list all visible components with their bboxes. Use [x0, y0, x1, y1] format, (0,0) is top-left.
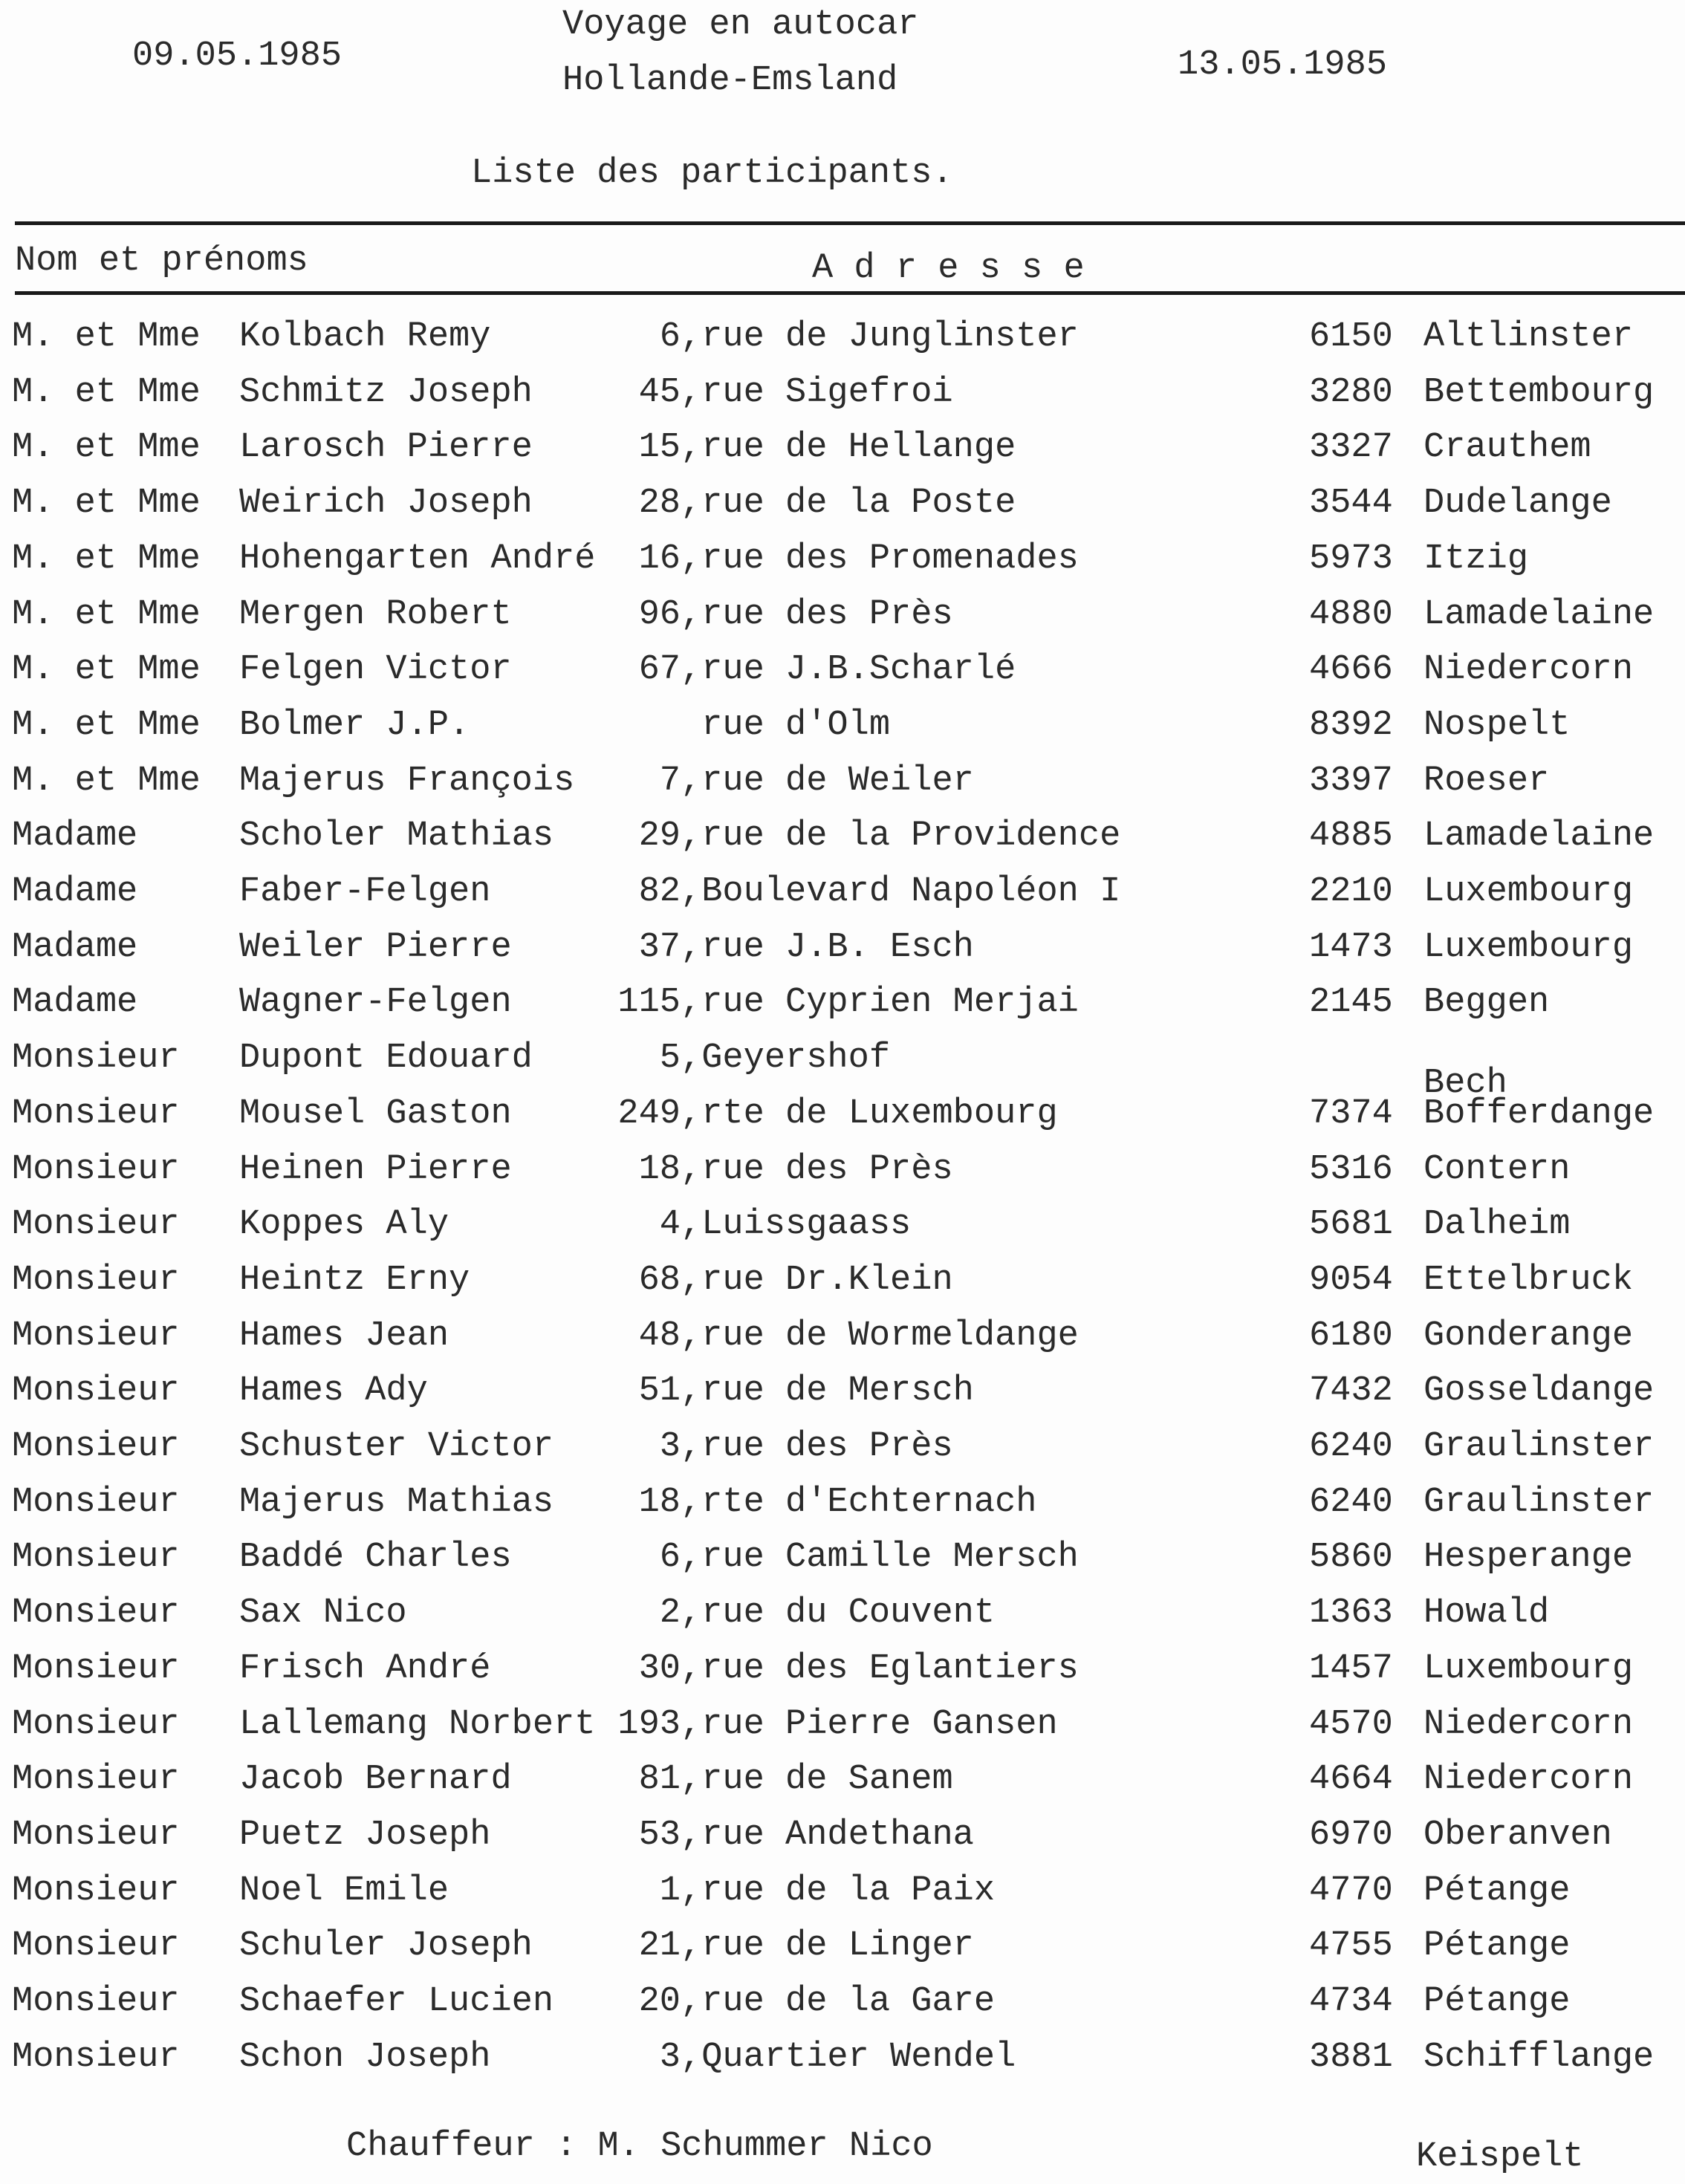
- participant-row: [0, 874, 1685, 919]
- participant-title: Monsieur: [12, 1039, 180, 1079]
- participant-name: Mergen Robert: [239, 594, 512, 634]
- postal-code: 4885: [1309, 816, 1393, 857]
- participant-title: Monsieur: [12, 1704, 180, 1744]
- postal-code: 7374: [1309, 1093, 1393, 1134]
- city: Graulinster: [1423, 1427, 1655, 1466]
- address-street: ,Geyershof: [681, 1039, 891, 1079]
- postal-code: 4734: [1309, 1982, 1393, 2021]
- address-street: ,rue Cyprien Merjai: [681, 983, 1079, 1023]
- city: Graulinster: [1423, 1482, 1655, 1522]
- address-number: 81: [638, 1760, 681, 1800]
- address-number: 51: [638, 1371, 681, 1411]
- address-street: ,rue des Promenades: [681, 539, 1079, 579]
- title-line-1: Voyage en autocar: [562, 5, 919, 45]
- city: Bettembourg: [1423, 372, 1655, 412]
- participant-row: [0, 761, 1685, 808]
- participant-name: Heinen Pierre: [239, 1149, 512, 1189]
- participant-row: [0, 705, 1685, 753]
- participant-row: [0, 1648, 1685, 1696]
- participant-row: [0, 1873, 1685, 1918]
- address-number: 3: [659, 1427, 681, 1466]
- address-number: 28: [638, 484, 681, 524]
- participant-name: Bolmer J.P.: [239, 705, 470, 745]
- participant-title: M. et Mme: [12, 761, 201, 801]
- address-street: ,Luissgaass: [681, 1205, 912, 1245]
- city: Itzig: [1423, 539, 1529, 579]
- address-street: ,rue de Mersch: [681, 1371, 974, 1411]
- participant-row: [0, 1593, 1685, 1640]
- address-number: 18: [638, 1149, 681, 1189]
- participant-name: Weirich Joseph: [239, 484, 533, 524]
- city: Niedercorn: [1423, 1760, 1634, 1800]
- top-rule: [15, 221, 1685, 225]
- postal-code: 1363: [1309, 1593, 1393, 1634]
- postal-code: 4755: [1309, 1926, 1393, 1966]
- participant-row: [0, 2037, 1685, 2084]
- postal-code: 6180: [1309, 1316, 1393, 1356]
- participant-row: [0, 652, 1685, 697]
- postal-code: 3881: [1309, 2037, 1393, 2077]
- participant-title: Monsieur: [12, 1871, 180, 1911]
- participant-name: Hohengarten André: [239, 539, 596, 579]
- address-number: 20: [638, 1982, 681, 2021]
- participant-row: [0, 319, 1685, 364]
- postal-code: 5681: [1309, 1205, 1393, 1245]
- city: Lamadelaine: [1423, 816, 1655, 857]
- city: Luxembourg: [1423, 872, 1634, 911]
- city: Pétange: [1423, 1982, 1571, 2021]
- participant-title: Monsieur: [12, 1482, 180, 1522]
- postal-code: 6240: [1309, 1427, 1393, 1466]
- participant-row: [0, 1482, 1685, 1530]
- participant-row: [0, 1704, 1685, 1752]
- address-street: ,rue des Près: [681, 594, 953, 634]
- city: Niedercorn: [1423, 1704, 1634, 1744]
- participant-name: Schmitz Joseph: [239, 372, 533, 412]
- participant-row: [0, 1371, 1685, 1418]
- address-street: ,rue de la Providence: [681, 816, 1121, 857]
- city: Pétange: [1423, 1926, 1571, 1966]
- address-street: ,Quartier Wendel: [681, 2037, 1016, 2077]
- participant-name: Mousel Gaston: [239, 1093, 512, 1134]
- address-street: ,rue J.B. Esch: [681, 927, 974, 967]
- address-street: ,rue du Couvent: [681, 1593, 996, 1634]
- city: Contern: [1423, 1149, 1571, 1189]
- address-number: 7: [659, 761, 681, 801]
- participant-title: Monsieur: [12, 1982, 180, 2021]
- participant-name: Noel Emile: [239, 1871, 449, 1911]
- address-street: ,rue Dr.Klein: [681, 1260, 953, 1300]
- participant-title: M. et Mme: [12, 428, 201, 468]
- city: Ettelbruck: [1423, 1260, 1634, 1300]
- participant-name: Jacob Bernard: [239, 1760, 512, 1800]
- participant-name: Weiler Pierre: [239, 927, 512, 967]
- address-number: 15: [638, 428, 681, 468]
- address-number: 18: [638, 1482, 681, 1522]
- participant-title: Madame: [12, 816, 138, 857]
- postal-code: 6970: [1309, 1815, 1393, 1855]
- address-street: ,rue Andethana: [681, 1815, 974, 1855]
- participant-name: Majerus François: [239, 761, 575, 801]
- address-number: 82: [638, 872, 681, 911]
- address-number: 249: [617, 1093, 681, 1134]
- participant-name: Scholer Mathias: [239, 816, 554, 857]
- participant-name: Majerus Mathias: [239, 1482, 554, 1522]
- participant-title: M. et Mme: [12, 650, 201, 690]
- postal-code: 4570: [1309, 1704, 1393, 1744]
- participant-title: Monsieur: [12, 1648, 180, 1689]
- participant-row: [0, 1762, 1685, 1807]
- end-date: 13.05.1985: [1178, 45, 1388, 85]
- address-number: 45: [638, 372, 681, 412]
- participant-title: M. et Mme: [12, 705, 201, 745]
- city: Nospelt: [1423, 705, 1571, 745]
- address-number: 37: [638, 927, 681, 967]
- participant-row: [0, 1316, 1685, 1363]
- postal-code: 7432: [1309, 1371, 1393, 1411]
- address-number: 67: [638, 650, 681, 690]
- city: Gonderange: [1423, 1316, 1634, 1356]
- address-street: ,rue des Près: [681, 1427, 953, 1466]
- participant-title: Monsieur: [12, 1205, 180, 1245]
- postal-code: 3327: [1309, 428, 1393, 468]
- address-street: ,rue de Linger: [681, 1926, 974, 1966]
- postal-code: 1457: [1309, 1648, 1393, 1689]
- postal-code: 5973: [1309, 539, 1393, 579]
- participant-row: [0, 1039, 1685, 1104]
- city: Lamadelaine: [1423, 594, 1655, 634]
- address-street: rue d'Olm: [681, 705, 891, 745]
- participant-name: Schuster Victor: [239, 1427, 554, 1466]
- participant-title: Monsieur: [12, 1760, 180, 1800]
- address-number: 2: [659, 1593, 681, 1634]
- participant-row: [0, 816, 1685, 863]
- participant-name: Sax Nico: [239, 1593, 407, 1634]
- address-street: ,rue de Hellange: [681, 428, 1016, 468]
- postal-code: 4664: [1309, 1760, 1393, 1800]
- address-street: ,rte d'Echternach: [681, 1482, 1037, 1522]
- city: Pétange: [1423, 1871, 1571, 1911]
- city: Luxembourg: [1423, 1648, 1634, 1689]
- postal-code: 3280: [1309, 372, 1393, 412]
- postal-code: 5316: [1309, 1149, 1393, 1189]
- address-street: ,rue de Weiler: [681, 761, 974, 801]
- address-street: ,Boulevard Napoléon I: [681, 872, 1121, 911]
- participant-title: Monsieur: [12, 1371, 180, 1411]
- participant-name: Larosch Pierre: [239, 428, 533, 468]
- participant-name: Koppes Aly: [239, 1205, 449, 1245]
- address-street: ,rue de Sanem: [681, 1760, 953, 1800]
- city: Schifflange: [1423, 2037, 1655, 2077]
- address-number: 68: [638, 1260, 681, 1300]
- address-street: ,rue Sigefroi: [681, 372, 953, 412]
- driver-line: Chauffeur : M. Schummer Nico: [346, 2127, 933, 2166]
- postal-code: 6240: [1309, 1482, 1393, 1522]
- address-number: 6: [659, 317, 681, 357]
- city: Niedercorn: [1423, 650, 1634, 690]
- address-street: ,rue des Eglantiers: [681, 1648, 1079, 1689]
- participant-row: [0, 1093, 1685, 1141]
- participant-title: Monsieur: [12, 2037, 180, 2077]
- address-street: ,rue de la Poste: [681, 484, 1016, 524]
- participant-name: Baddé Charles: [239, 1538, 512, 1578]
- postal-code: 2210: [1309, 872, 1393, 911]
- participant-title: Madame: [12, 983, 138, 1023]
- city: Hesperange: [1423, 1538, 1634, 1578]
- participant-name: Faber-Felgen: [239, 872, 491, 911]
- address-number: 29: [638, 816, 681, 857]
- address-number: 5: [659, 1039, 681, 1079]
- address-number: 193: [617, 1704, 681, 1744]
- participant-title: Monsieur: [12, 1815, 180, 1855]
- participant-title: Monsieur: [12, 1926, 180, 1966]
- participant-title: Monsieur: [12, 1316, 180, 1356]
- address-number: 53: [638, 1815, 681, 1855]
- participant-title: Monsieur: [12, 1149, 180, 1189]
- postal-code: 8392: [1309, 705, 1393, 745]
- participant-row: [0, 539, 1685, 586]
- postal-code: 1473: [1309, 927, 1393, 967]
- participant-title: Monsieur: [12, 1593, 180, 1634]
- participant-row: [0, 1260, 1685, 1307]
- address-number: 115: [617, 983, 681, 1023]
- postal-code: 4880: [1309, 594, 1393, 634]
- participant-row: [0, 372, 1685, 420]
- participant-name: Heintz Erny: [239, 1260, 470, 1300]
- city: Howald: [1423, 1593, 1550, 1634]
- participant-title: Monsieur: [12, 1538, 180, 1578]
- city: Bofferdange: [1423, 1093, 1655, 1134]
- address-street: ,rue J.B.Scharlé: [681, 650, 1016, 690]
- participant-name: Hames Ady: [239, 1371, 428, 1411]
- address-number: 1: [659, 1871, 681, 1911]
- participant-name: Schaefer Lucien: [239, 1982, 554, 2021]
- participant-title: M. et Mme: [12, 539, 201, 579]
- city: Roeser: [1423, 761, 1550, 801]
- city: Dudelange: [1423, 484, 1612, 524]
- participant-row: [0, 1540, 1685, 1585]
- postal-code: 5860: [1309, 1538, 1393, 1578]
- address-street: ,rue Camille Mersch: [681, 1538, 1079, 1578]
- postal-code: 4666: [1309, 650, 1393, 690]
- address-street: ,rue de Junglinster: [681, 317, 1079, 357]
- participant-row: [0, 1429, 1685, 1474]
- participant-row: [0, 1984, 1685, 2029]
- participant-name: Kolbach Remy: [239, 317, 491, 357]
- participant-row: [0, 430, 1685, 475]
- city: Beggen: [1423, 983, 1550, 1023]
- city: Oberanven: [1423, 1815, 1612, 1855]
- participant-name: Puetz Joseph: [239, 1815, 491, 1855]
- participant-name: Wagner-Felgen: [239, 983, 512, 1023]
- city: Gosseldange: [1423, 1371, 1655, 1411]
- postal-code: 3544: [1309, 484, 1393, 524]
- postal-code: 2145: [1309, 983, 1393, 1023]
- participant-row: [0, 1815, 1685, 1862]
- city: Crauthem: [1423, 428, 1591, 468]
- address-street: ,rue de la Gare: [681, 1982, 996, 2021]
- header-rule: [15, 291, 1685, 295]
- participant-name: Frisch André: [239, 1648, 491, 1689]
- participant-name: Felgen Victor: [239, 650, 512, 690]
- address-street: ,rue Pierre Gansen: [681, 1704, 1058, 1744]
- driver-city: Keispelt: [1416, 2137, 1584, 2177]
- address-number: 21: [638, 1926, 681, 1966]
- city: Dalheim: [1423, 1205, 1571, 1245]
- address-street: ,rue de la Paix: [681, 1871, 996, 1911]
- address-number: 30: [638, 1648, 681, 1689]
- address-street: ,rue de Wormeldange: [681, 1316, 1079, 1356]
- title-line-2: Hollande-Emsland: [562, 61, 898, 100]
- participant-title: Madame: [12, 927, 138, 967]
- participant-row: [0, 486, 1685, 530]
- city: Altlinster: [1423, 317, 1634, 357]
- participant-row: [0, 1928, 1685, 1973]
- column-header-address: A d r e s s e: [812, 249, 1085, 288]
- address-number: 96: [638, 594, 681, 634]
- participant-name: Schon Joseph: [239, 2037, 491, 2077]
- participant-name: Schuler Joseph: [239, 1926, 533, 1966]
- participant-title: M. et Mme: [12, 484, 201, 524]
- address-number: 6: [659, 1538, 681, 1578]
- participant-title: M. et Mme: [12, 594, 201, 634]
- address-street: ,rte de Luxembourg: [681, 1093, 1058, 1134]
- postal-code: 6150: [1309, 317, 1393, 357]
- postal-code: 3397: [1309, 761, 1393, 801]
- start-date: 09.05.1985: [132, 36, 342, 76]
- address-number: 3: [659, 2037, 681, 2077]
- participant-title: Monsieur: [12, 1093, 180, 1134]
- participant-title: M. et Mme: [12, 317, 201, 357]
- city: Luxembourg: [1423, 927, 1634, 967]
- address-number: 48: [638, 1316, 681, 1356]
- postal-code: 4770: [1309, 1871, 1393, 1911]
- participant-title: Monsieur: [12, 1427, 180, 1466]
- address-street: ,rue des Près: [681, 1149, 953, 1189]
- participant-row: [0, 985, 1685, 1030]
- postal-code: 9054: [1309, 1260, 1393, 1300]
- column-header-name: Nom et prénoms: [15, 241, 308, 281]
- participant-title: Monsieur: [12, 1260, 180, 1300]
- address-number: 4: [659, 1205, 681, 1245]
- participant-title: Madame: [12, 872, 138, 911]
- address-number: 16: [638, 539, 681, 579]
- participant-row: [0, 1149, 1685, 1197]
- subtitle: Liste des participants.: [471, 154, 953, 193]
- participant-name: Dupont Edouard: [239, 1039, 533, 1079]
- participant-row: [0, 927, 1685, 975]
- participant-name: Lallemang Norbert: [239, 1704, 596, 1744]
- participant-row: [0, 594, 1685, 642]
- city: Bech: [1423, 1064, 1507, 1104]
- participant-title: M. et Mme: [12, 372, 201, 412]
- participant-name: Hames Jean: [239, 1316, 449, 1356]
- participant-row: [0, 1207, 1685, 1252]
